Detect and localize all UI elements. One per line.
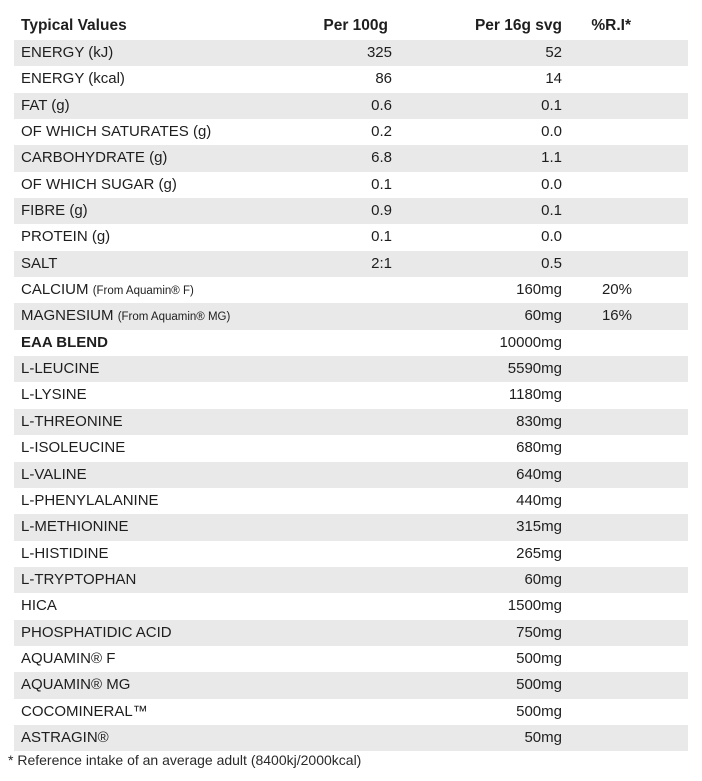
nutrient-name xyxy=(21,620,172,646)
value-per-serving: 750mg xyxy=(516,623,562,641)
nutrient-name xyxy=(21,66,125,92)
value-per-serving: 640mg xyxy=(516,465,562,483)
value-per-serving: 500mg xyxy=(516,649,562,667)
nutrient-name xyxy=(21,145,167,171)
nutrient-label: L-THREONINE xyxy=(21,412,123,430)
table-row xyxy=(14,277,688,303)
table-row xyxy=(14,699,688,725)
nutrient-label: L-LYSINE xyxy=(21,386,87,404)
table-row xyxy=(14,356,688,382)
nutrient-name xyxy=(21,303,230,330)
value-per-serving: 680mg xyxy=(516,439,562,457)
header-typical-values: Typical Values xyxy=(21,17,127,34)
table-row xyxy=(14,462,688,488)
nutrient-name xyxy=(21,40,113,66)
nutrient-label: PHOSPHATIDIC ACID xyxy=(21,623,172,641)
table-body xyxy=(14,40,688,751)
value-per-serving: 0.1 xyxy=(541,202,562,220)
nutrient-name xyxy=(21,198,88,224)
nutrient-label: CARBOHYDRATE (g) xyxy=(21,149,168,167)
nutrient-name xyxy=(21,356,99,382)
value-per-100g: 0.6 xyxy=(371,96,392,114)
value-per-serving: 1500mg xyxy=(507,597,562,615)
table-row xyxy=(14,224,688,250)
table-row xyxy=(14,303,688,329)
nutrient-name xyxy=(21,224,110,250)
footnote: * Reference intake of an average adult (8400kj/2000kcal) xyxy=(8,752,362,768)
nutrient-label: L-TRYPTOPHAN xyxy=(21,570,137,588)
nutrient-label: OF WHICH SUGAR (g) xyxy=(21,175,177,193)
nutrient-label: EAA BLEND xyxy=(21,333,108,351)
nutrient-name xyxy=(21,382,87,408)
nutrient-label: CALCIUM xyxy=(21,281,89,299)
nutrient-name xyxy=(21,93,70,119)
value-per-serving: 160mg xyxy=(516,281,562,299)
value-per-serving: 440mg xyxy=(516,491,562,509)
nutrient-name xyxy=(21,725,109,751)
table-row xyxy=(14,409,688,435)
table-row xyxy=(14,435,688,461)
value-per-serving: 1180mg xyxy=(508,386,562,404)
nutrient-name xyxy=(21,251,57,277)
value-per-100g: 325 xyxy=(366,44,392,61)
table-row xyxy=(14,620,688,646)
table-row xyxy=(14,382,688,408)
table-row xyxy=(14,330,688,356)
nutrient-label: MAGNESIUM xyxy=(21,307,114,325)
nutrient-source-note: (From Aquamin® F) xyxy=(92,285,194,298)
table-row xyxy=(14,145,688,171)
table-row xyxy=(14,514,688,540)
header-per-100g: Per 100g xyxy=(323,17,388,34)
nutrient-label: AQUAMIN® F xyxy=(21,649,116,667)
nutrient-label: ENERGY (kcal) xyxy=(21,70,125,88)
value-per-serving: 0.0 xyxy=(541,123,562,141)
table-row xyxy=(14,66,688,92)
value-per-100g: 0.2 xyxy=(371,123,392,141)
value-per-serving: 265mg xyxy=(516,544,562,562)
table-row xyxy=(14,251,688,277)
value-reference-intake: 16% xyxy=(601,307,632,325)
value-per-serving: 52 xyxy=(545,44,562,61)
table-row xyxy=(14,119,688,145)
table-row xyxy=(14,593,688,619)
table-row xyxy=(14,646,688,672)
nutrient-name xyxy=(21,119,211,145)
value-per-serving: 500mg xyxy=(516,676,562,694)
table-row xyxy=(14,672,688,698)
value-per-100g: 6.8 xyxy=(371,149,392,167)
value-per-serving: 830mg xyxy=(516,412,562,430)
table-row xyxy=(14,172,688,198)
header-per-serving: Per 16g svg xyxy=(474,17,562,34)
value-per-serving: 0.0 xyxy=(541,175,562,193)
table-row xyxy=(14,93,688,119)
nutrient-label: COCOMINERAL™ xyxy=(21,702,148,720)
table-row xyxy=(14,541,688,567)
value-per-serving: 0.1 xyxy=(541,96,562,114)
nutrient-name xyxy=(21,330,108,356)
value-per-serving: 10000mg xyxy=(499,333,562,351)
value-per-serving: 1.1 xyxy=(541,149,562,167)
value-per-100g: 86 xyxy=(375,70,392,88)
nutrient-label: L-PHENYLALANINE xyxy=(21,491,159,509)
nutrient-name xyxy=(21,567,136,593)
table-row xyxy=(14,198,688,224)
nutrient-label: FAT (g) xyxy=(21,96,70,114)
value-per-serving: 5590mg xyxy=(507,360,562,378)
value-per-serving: 315mg xyxy=(516,518,562,536)
nutrient-label: OF WHICH SATURATES (g) xyxy=(21,123,212,141)
value-per-serving: 0.5 xyxy=(541,254,562,272)
header-reference-intake: %R.I* xyxy=(591,17,631,34)
table-row xyxy=(14,40,688,66)
value-per-100g: 0.1 xyxy=(371,175,392,193)
nutrient-label: L-HISTIDINE xyxy=(21,544,109,562)
table-header-row xyxy=(14,12,688,40)
value-per-serving: 50mg xyxy=(524,728,562,746)
nutrient-label: SALT xyxy=(21,254,58,272)
nutrient-label: HICA xyxy=(21,597,57,615)
nutrient-label: ENERGY (kJ) xyxy=(21,44,114,61)
nutrient-name xyxy=(21,462,87,488)
nutrient-label: AQUAMIN® MG xyxy=(21,676,131,694)
value-per-100g: 0.1 xyxy=(371,228,392,246)
nutrient-source-note: (From Aquamin® MG) xyxy=(117,311,231,324)
nutrient-name xyxy=(21,435,125,461)
nutrient-label: L-METHIONINE xyxy=(21,518,129,536)
nutrient-label: PROTEIN (g) xyxy=(21,228,111,246)
table-row xyxy=(14,725,688,751)
value-reference-intake: 20% xyxy=(601,281,632,299)
value-per-serving: 500mg xyxy=(516,702,562,720)
nutrient-name xyxy=(21,277,194,304)
table-row xyxy=(14,488,688,514)
value-per-serving: 60mg xyxy=(524,307,562,325)
nutrient-name xyxy=(21,593,57,619)
nutrient-name xyxy=(21,409,123,435)
nutrient-label: L-LEUCINE xyxy=(21,360,100,378)
value-per-serving: 14 xyxy=(545,70,562,88)
value-per-100g: 2:1 xyxy=(371,254,392,272)
nutrient-name xyxy=(21,488,159,514)
nutrient-label: L-ISOLEUCINE xyxy=(21,439,126,457)
value-per-serving: 60mg xyxy=(524,570,562,588)
nutrient-label: ASTRAGIN® xyxy=(21,728,109,746)
value-per-100g: 0.9 xyxy=(371,202,392,220)
nutrient-name xyxy=(21,514,129,540)
nutrient-name xyxy=(21,672,130,698)
table-row xyxy=(14,567,688,593)
nutrient-label: FIBRE (g) xyxy=(21,202,88,220)
value-per-serving: 0.0 xyxy=(541,228,562,246)
nutrient-name xyxy=(21,172,177,198)
nutrition-table xyxy=(14,12,688,751)
nutrient-name xyxy=(21,541,109,567)
nutrient-label: L-VALINE xyxy=(21,465,87,483)
nutrient-name xyxy=(21,646,115,672)
nutrient-name xyxy=(21,699,148,725)
